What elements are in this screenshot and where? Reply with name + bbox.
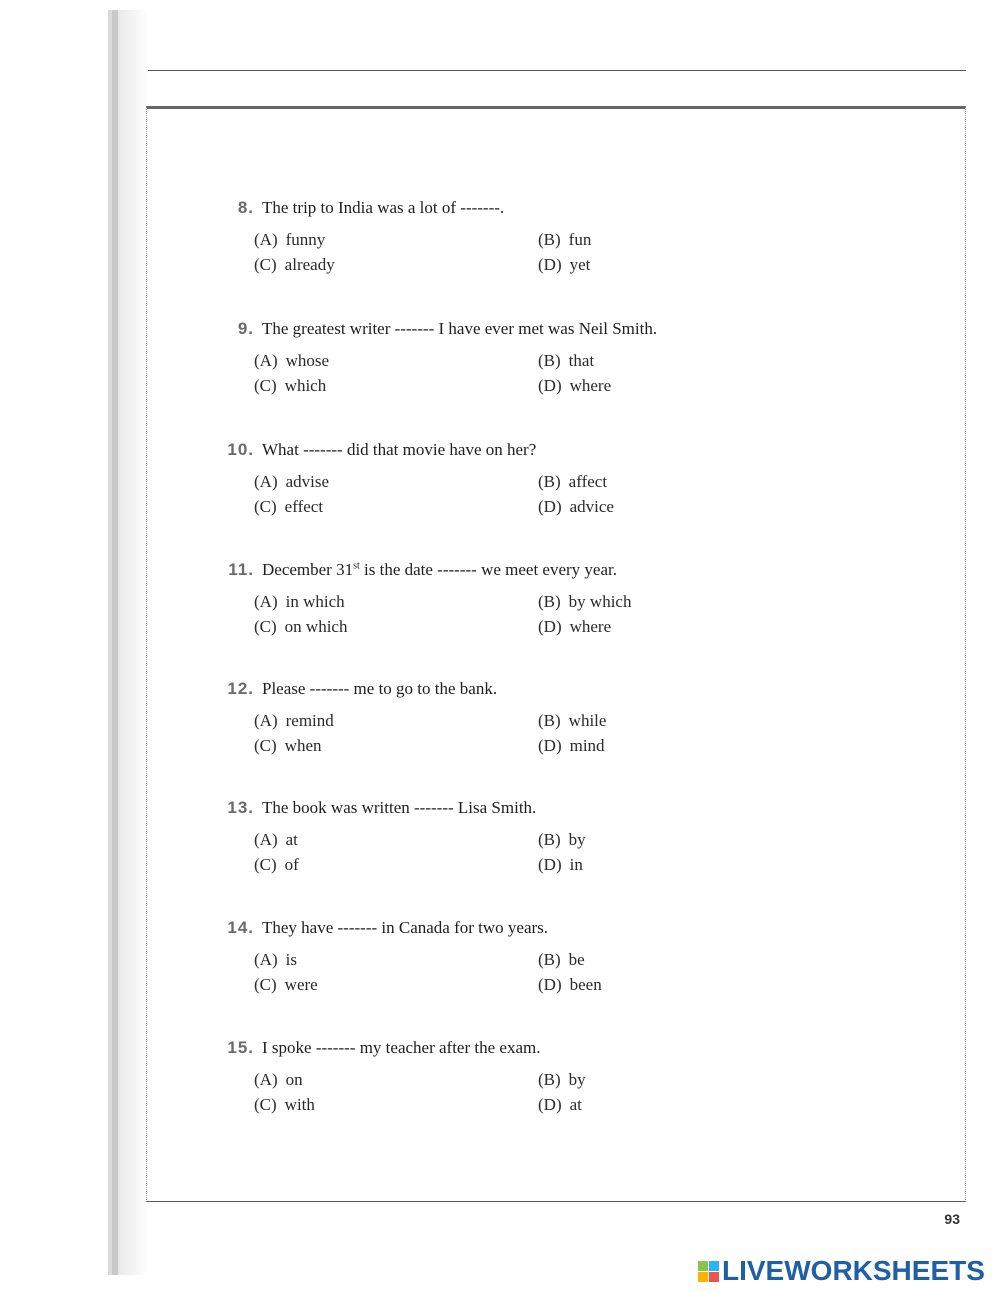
- top-rule: [148, 70, 966, 71]
- option-a[interactable]: (A) at: [254, 830, 298, 849]
- option-c[interactable]: (C) on which: [254, 617, 348, 636]
- option-d[interactable]: (D) mind: [538, 736, 605, 755]
- question-13: [210, 798, 770, 875]
- option-d[interactable]: (D) where: [538, 617, 612, 636]
- page-number: 93: [944, 1211, 960, 1227]
- answer-options: [254, 1070, 770, 1115]
- brand-name: LIVEWORKSHEETS: [722, 1255, 985, 1286]
- option-a[interactable]: (A) funny: [254, 230, 326, 249]
- option-b[interactable]: (B) by which: [538, 592, 632, 611]
- question-stem: The trip to India was a lot of -------.: [262, 198, 505, 217]
- option-c[interactable]: (C) were: [254, 975, 318, 994]
- question-15: [210, 1038, 770, 1115]
- option-a[interactable]: (A) whose: [254, 351, 330, 370]
- option-c[interactable]: (C) already: [254, 255, 335, 274]
- option-b[interactable]: (B) affect: [538, 472, 608, 491]
- answer-options: [254, 711, 770, 756]
- question-number: 9.: [237, 319, 254, 338]
- question-number: 12.: [227, 679, 254, 698]
- question-number: 14.: [227, 918, 254, 937]
- question-number: 15.: [227, 1038, 254, 1057]
- option-b[interactable]: (B) while: [538, 711, 607, 730]
- question-stem: December 31st is the date ------- we meet every year.: [262, 560, 617, 579]
- question-stem: Please ------- me to go to the bank.: [262, 679, 498, 698]
- option-d[interactable]: (D) advice: [538, 497, 614, 516]
- question-stem: I spoke ------- my teacher after the exam.: [262, 1038, 541, 1057]
- option-c[interactable]: (C) with: [254, 1095, 315, 1114]
- option-a[interactable]: (A) advise: [254, 472, 330, 491]
- option-a[interactable]: (A) in which: [254, 592, 345, 611]
- option-c[interactable]: (C) when: [254, 736, 322, 755]
- question-stem: What ------- did that movie have on her?: [262, 440, 537, 459]
- question-10: [210, 440, 770, 517]
- question-11: [210, 560, 770, 637]
- answer-options: [254, 472, 770, 517]
- answer-options: [254, 351, 770, 396]
- option-d[interactable]: (D) at: [538, 1095, 582, 1114]
- question-14: [210, 918, 770, 995]
- question-8: [210, 198, 770, 275]
- option-b[interactable]: (B) that: [538, 351, 595, 370]
- option-b[interactable]: (B) be: [538, 950, 585, 969]
- option-b[interactable]: (B) by: [538, 1070, 586, 1089]
- option-c[interactable]: (C) which: [254, 376, 327, 395]
- question-number: 8.: [237, 198, 254, 217]
- question-stem: The book was written ------- Lisa Smith.: [262, 798, 537, 817]
- option-d[interactable]: (D) in: [538, 855, 583, 874]
- answer-options: [254, 830, 770, 875]
- question-stem: The greatest writer ------- I have ever met was Neil Smith.: [262, 319, 658, 338]
- option-c[interactable]: (C) effect: [254, 497, 324, 516]
- option-a[interactable]: (A) is: [254, 950, 297, 969]
- question-stem: They have ------- in Canada for two years.: [262, 918, 549, 937]
- option-d[interactable]: (D) yet: [538, 255, 591, 274]
- option-d[interactable]: (D) where: [538, 376, 612, 395]
- logo-squares-icon: [698, 1261, 719, 1282]
- option-d[interactable]: (D) been: [538, 975, 602, 994]
- question-number: 13.: [227, 798, 254, 817]
- option-a[interactable]: (A) on: [254, 1070, 303, 1089]
- answer-options: [254, 592, 770, 637]
- answer-options: [254, 230, 770, 275]
- question-9: [210, 319, 770, 396]
- scan-binding-edge: [112, 10, 118, 1275]
- question-number: 10.: [227, 440, 254, 459]
- option-a[interactable]: (A) remind: [254, 711, 334, 730]
- option-c[interactable]: (C) of: [254, 855, 299, 874]
- answer-options: [254, 950, 770, 995]
- option-b[interactable]: (B) fun: [538, 230, 592, 249]
- question-number: 11.: [228, 560, 254, 579]
- question-12: [210, 679, 770, 756]
- option-b[interactable]: (B) by: [538, 830, 586, 849]
- liveworksheets-logo[interactable]: [698, 1256, 985, 1286]
